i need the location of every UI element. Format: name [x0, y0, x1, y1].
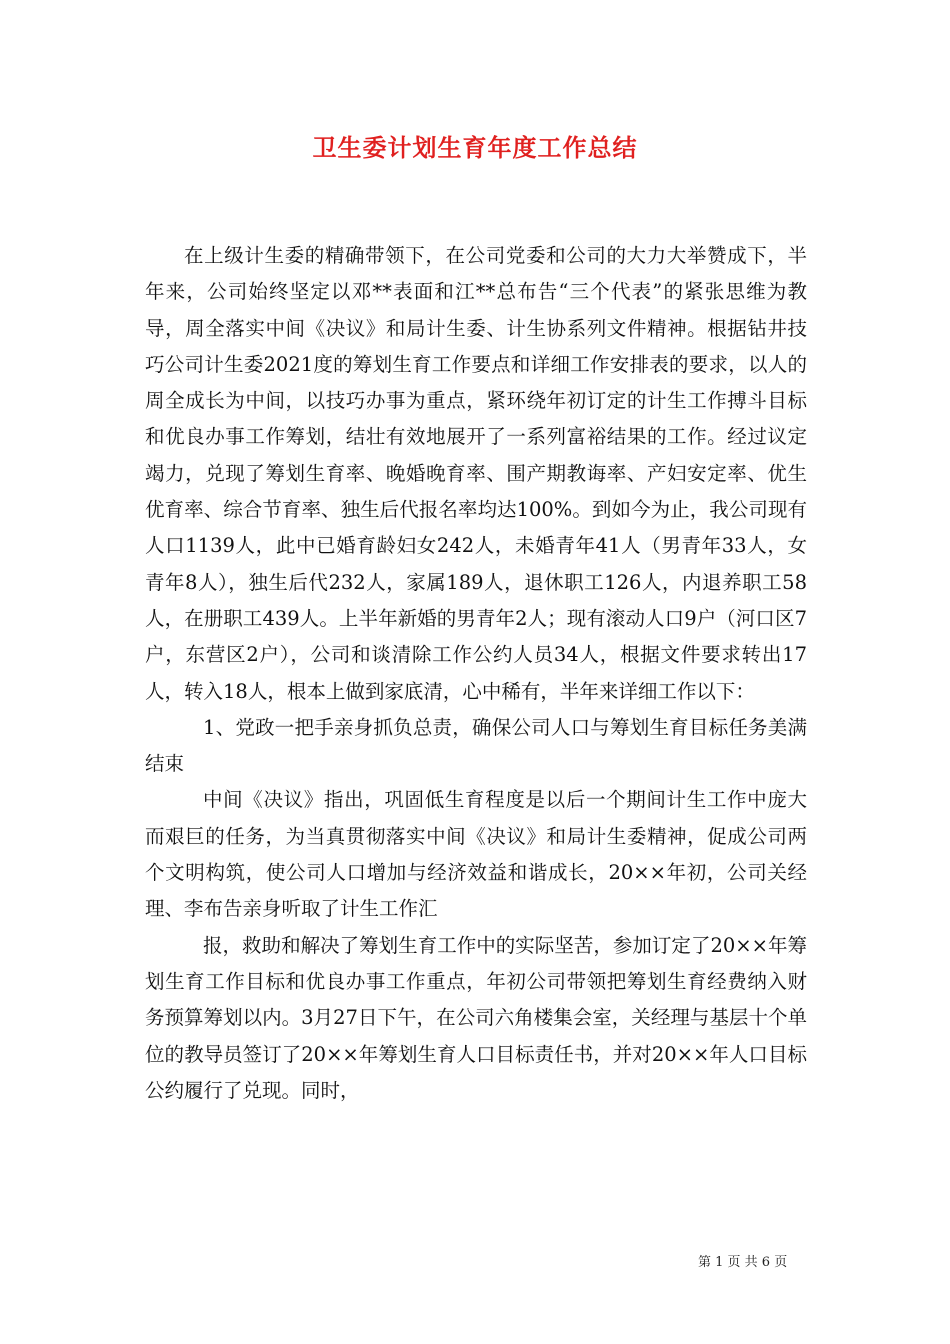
paragraph-section-heading: 1、党政一把手亲身抓负总责，确保公司人口与筹划生育目标任务美满结束: [145, 715, 807, 776]
page-number-footer: 第 1 页 共 6 页: [698, 1255, 788, 1270]
document-body: [145, 238, 807, 1109]
paragraph-decision: 中间《决议》指出，巩固低生育程度是以后一个期间计生工作中庞大而艰巨的任务，为当真贯彻落实中间《决议》和局计生委精神，促成公司两个文明构筑，使公司人口增加与经济效益和谐成长，20××年初，公司关经理、李布告亲身听取了计生工作汇: [145, 788, 807, 921]
paragraph-intro: 在上级计生委的精确带领下，在公司党委和公司的大力大举赞成下，半年来，公司始终坚定以邓**表面和江**总布告“三个代表”的紧张思维为教导，周全落实中间《决议》和局计生委、计生协系列文件精神。根据钻井技巧公司计生委2021度的筹划生育工作要点和详细工作安排表的要求，以人的周全成长为中间，以技巧办事为重点，紧环绕年初订定的计生工作搏斗目标和优良办事工作筹划，结壮有效地展开了一系列富裕结果的工作。经过议定竭力，兑现了筹划生育率、晚婚晚育率、围产期教诲率、产妇安定率、优生优育率、综合节育率、独生后代报名率均达100%。到如今为止，我公司现有人口1139人，此中已婚育龄妇女242人，未婚青年41人（男青年33人，女青年8人），独生后代232人，家属189人，退休职工126人，内退养职工58人，在册职工439人。上半年新婚的男青年2人；现有滚动人口9户（河口区7户，东营区2户），公司和谈清除工作公约人员34人，根据文件要求转出17人，转入18人，根本上做到家底清，心中稀有，半年来详细工作以下：: [145, 244, 807, 703]
paragraph-report: 报，救助和解决了筹划生育工作中的实际坚苦，参加订定了20××年筹划生育工作目标和优良办事工作重点，年初公司带领把筹划生育经费纳入财务预算筹划以内。3月27日下午，在公司六角楼集会室，关经理与基层十个单位的教导员签订了20××年筹划生育人口目标责任书，并对20××年人口目标公约履行了兑现。同时，: [145, 933, 807, 1102]
document-title: 卫生委计划生育年度工作总结: [312, 133, 638, 162]
